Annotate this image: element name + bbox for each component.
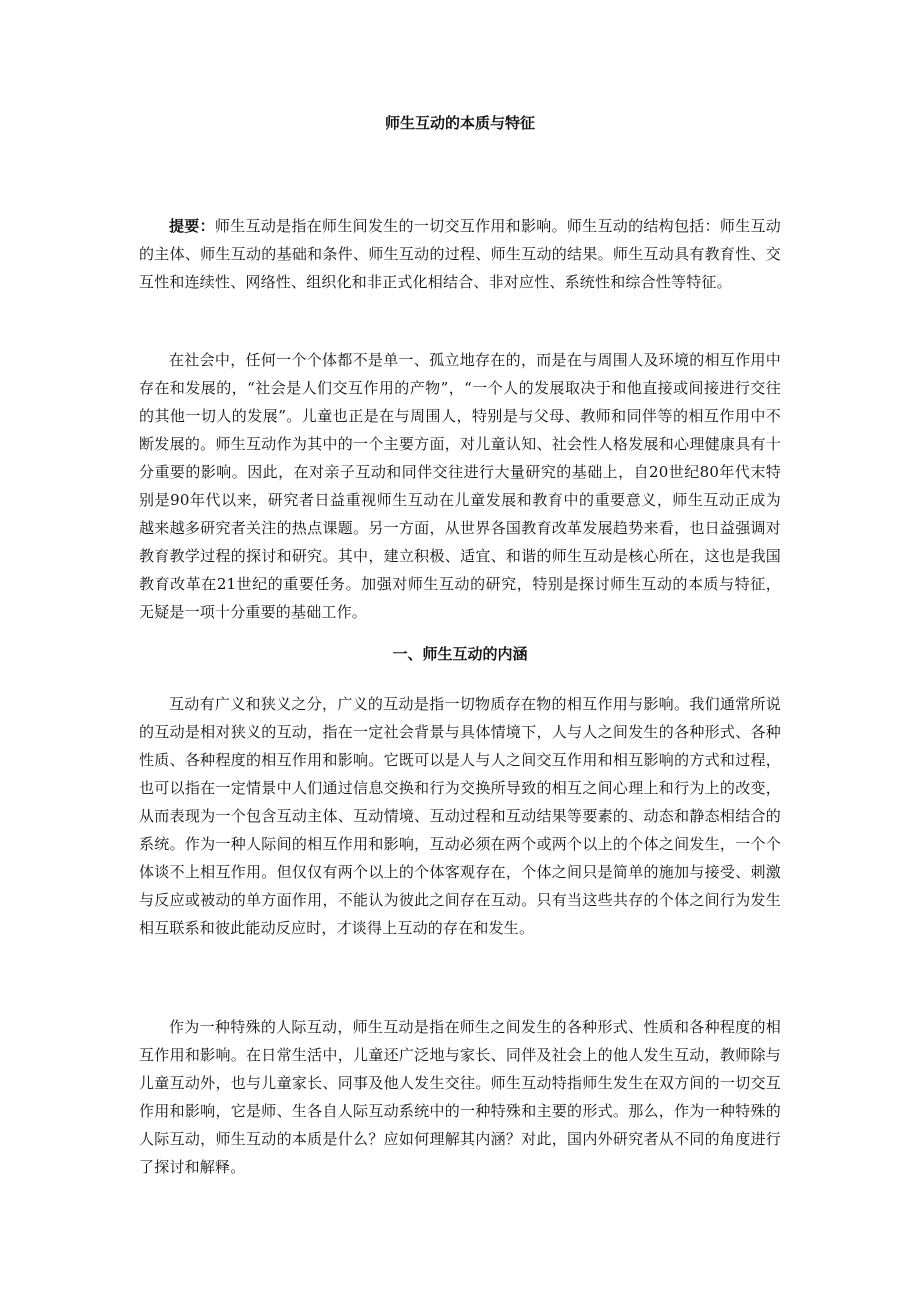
section-heading: 一、师生互动的内涵 [392,645,528,663]
abstract-paragraph [139,212,781,296]
abstract-label: 提要： [169,217,215,235]
body-paragraph: 作为一种特殊的人际互动，师生互动是指在师生之间发生的各种形式、性质和各种程度的相互作用和影响。在日常生活中，儿童还广泛地与家长、同伴及社会上的他人发生互动，教师除与儿童互动外，也与儿童家长、同事及他人发生交往。师生互动特指师生发生在双方间的一切交互作用和影响，它是师、生各自人际互动系统中的一种特殊和主要的形式。那么，作为一种特殊的人际互动，师生互动的本质是什么？应如何理解其内涵？对此，国内外研究者从不同的角度进行了探讨和解释。 [139,1018,781,1176]
abstract-text: 师生互动是指在师生间发生的一切交互作用和影响。师生互动的结构包括：师生互动的主体、师生互动的基础和条件、师生互动的过程、师生互动的结果。师生互动具有教育性、交互性和连续性、网络性、组织化和非正式化相结合、非对应性、系统性和综合性等特征。 [139,217,782,291]
body-paragraph: 互动有广义和狭义之分，广义的互动是指一切物质存在物的相互作用与影响。我们通常所说的互动是相对狭义的互动，指在一定社会背景与具体情境下，人与人之间发生的各种形式、各种性质、各种程度的相互作用和影响。它既可以是人与人之间交互作用和相互影响的方式和过程，也可以指在一定情景中人们通过信息交换和行为交换所导致的相互之间心理上和行为上的改变，从而表现为一个包含互动主体、互动情境、互动过程和互动结果等要素的、动态和静态相结合的系统。作为一种人际间的相互作用和影响，互动必须在两个或两个以上的个体之间发生，一个个体谈不上相互作用。但仅仅有两个以上的个体客观存在，个体之间只是简单的施加与接受、刺激与反应或被动的单方面作用，不能认为彼此之间存在互动。只有当这些共存的个体之间行为发生相互联系和彼此能动反应时，才谈得上互动的存在和发生。 [139,695,781,937]
intro-paragraph: 在社会中，任何一个个体都不是单一、孤立地存在的，而是在与周围人及环境的相互作用中存在和发展的，“社会是人们交互作用的产物”，“一个人的发展取决于和他直接或间接进行交往的其他一切人的发展”。儿童也正是在与周围人，特别是与父母、教师和同伴等的相互作用中不断发展的。师生互动作为其中的一个主要方面，对儿童认知、社会性人格发展和心理健康具有十分重要的影响。因此，在对亲子互动和同伴交往进行大量研究的基础上，自20世纪80年代末特别是90年代以来，研究者日益重视师生互动在儿童发展和教育中的重要意义，师生互动正成为越来越多研究者关注的热点课题。另一方面，从世界各国教育改革发展趋势来看，也日益强调对教育教学过程的探讨和研究。其中，建立积极、适宜、和谐的师生互动是核心所在，这也是我国教育改革在21世纪的重要任务。加强对师生互动的研究，特别是探讨师生互动的本质与特征，无疑是一项十分重要的基础工作。 [139,351,781,621]
document-title: 师生互动的本质与特征 [384,114,535,132]
